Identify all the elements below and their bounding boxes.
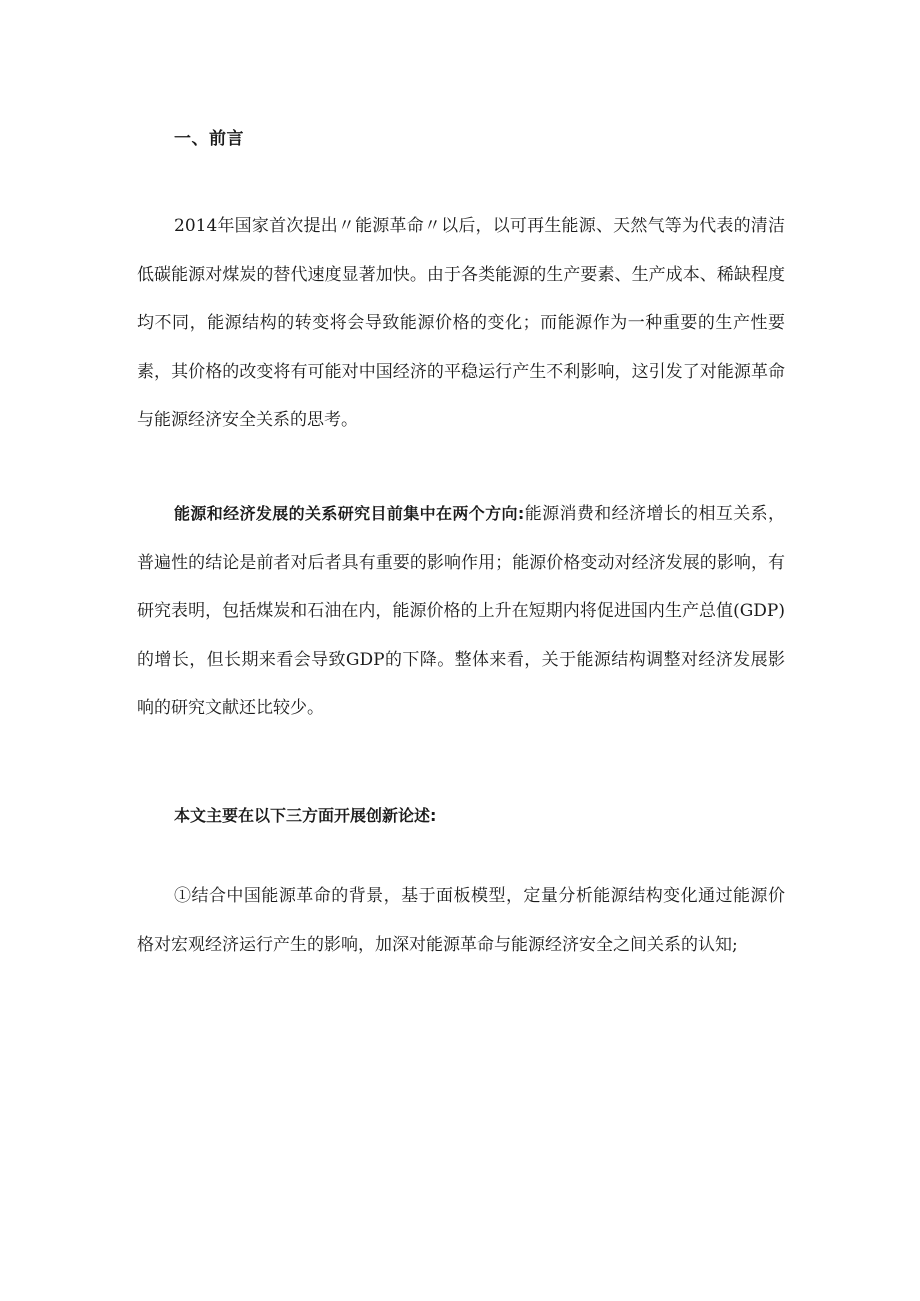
paragraph-body: 能源消费和经济增长的相互关系，普遍性的结论是前者对后者具有重要的影响作用；能源价格变动对经济发展的影响，有研究表明，包括煤炭和石油在内，能源价格的上升在短期内将促进国内生产总值(GDP)的增长，但长期来看会导致GDP的下降。整体来看，关于能源结构调整对经济发展影响的研究文献还比较少。: [137, 504, 786, 718]
paragraph-research-directions: [137, 490, 785, 733]
section-heading: 一、前言: [174, 129, 244, 149]
paragraph-background: 2014年国家首次提出〃能源革命〃以后，以可再生能源、天然气等为代表的清洁低碳能源对煤炭的替代速度显著加快。由于各类能源的生产要素、生产成本、稀缺程度均不同，能源结构的转变将会导致能源价格的变化；而能源作为一种重要的生产性要素，其价格的改变将有可能对中国经济的平稳运行产生不利影响，这引发了对能源革命与能源经济安全关系的思考。: [137, 216, 785, 430]
paragraph-innovation-intro: 本文主要在以下三方面开展创新论述:: [174, 806, 437, 825]
paragraph-innovation-point-1: ①结合中国能源革命的背景，基于面板模型，定量分析能源结构变化通过能源价格对宏观经济运行产生的影响，加深对能源革命与能源经济安全之间关系的认知;: [137, 886, 785, 955]
paragraph-lead-bold: 能源和经济发展的关系研究目前集中在两个方向:: [174, 504, 525, 523]
